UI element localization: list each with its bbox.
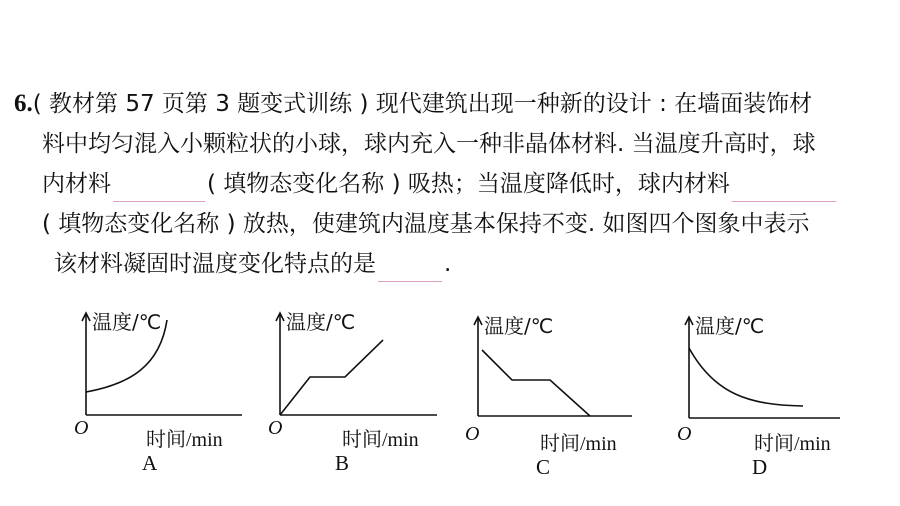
graph-d-origin: O [677, 423, 692, 445]
question-line-1 [14, 86, 812, 126]
graph-b-origin: O [268, 417, 283, 439]
question-text-line-3b: ( 填物态变化名称 ) 吸热；当温度降低时，球内材料 [207, 171, 730, 197]
graph-d-letter: D [752, 455, 768, 479]
question-text-line-1: ( 教材第 57 页第 3 题变式训练 ) 现代建筑出现一种新的设计 : 在墙面装饰材 [32, 91, 813, 117]
graph-d [675, 300, 865, 480]
answer-blank-3[interactable] [378, 255, 442, 282]
question-line-4: ( 填物态变化名称 ) 放热，使建筑内温度基本保持不变. 如图四个图象中表示 [42, 211, 810, 237]
answer-blank-1[interactable] [113, 175, 205, 202]
graph-a-ylabel: 温度/℃ [92, 310, 162, 334]
graph-d-xlabel: 时间/min [754, 433, 831, 455]
question-text-line-5b: . [444, 251, 452, 277]
graph-a [70, 300, 260, 480]
graph-c-letter: C [536, 455, 551, 479]
question-text-line-5a: 该材料凝固时温度变化特点的是 [54, 251, 376, 277]
graph-a-origin: O [74, 417, 89, 439]
graph-a-letter: A [142, 451, 158, 475]
graph-b-ylabel: 温度/℃ [286, 310, 356, 334]
question-line-5 [54, 246, 451, 286]
graph-c-ylabel: 温度/℃ [484, 314, 554, 338]
graph-c-origin: O [465, 423, 480, 445]
graph-b-letter: B [335, 451, 350, 475]
graph-c [462, 300, 652, 480]
graph-b [265, 300, 455, 480]
graph-c-curve [482, 350, 590, 416]
graph-d-ylabel: 温度/℃ [695, 314, 765, 338]
question-number: 6. [14, 90, 33, 117]
graph-a-xlabel: 时间/min [146, 429, 223, 451]
graph-b-xlabel: 时间/min [342, 429, 419, 451]
question-line-2: 料中均匀混入小颗粒状的小球，球内充入一种非晶体材料. 当温度升高时，球 [42, 131, 816, 157]
answer-blank-2[interactable] [732, 175, 836, 202]
graph-c-xlabel: 时间/min [540, 433, 617, 455]
question-text-line-3a: 内材料 [42, 171, 111, 197]
question-line-3 [42, 166, 838, 206]
graph-b-curve [280, 340, 383, 415]
graph-d-curve [689, 348, 803, 406]
